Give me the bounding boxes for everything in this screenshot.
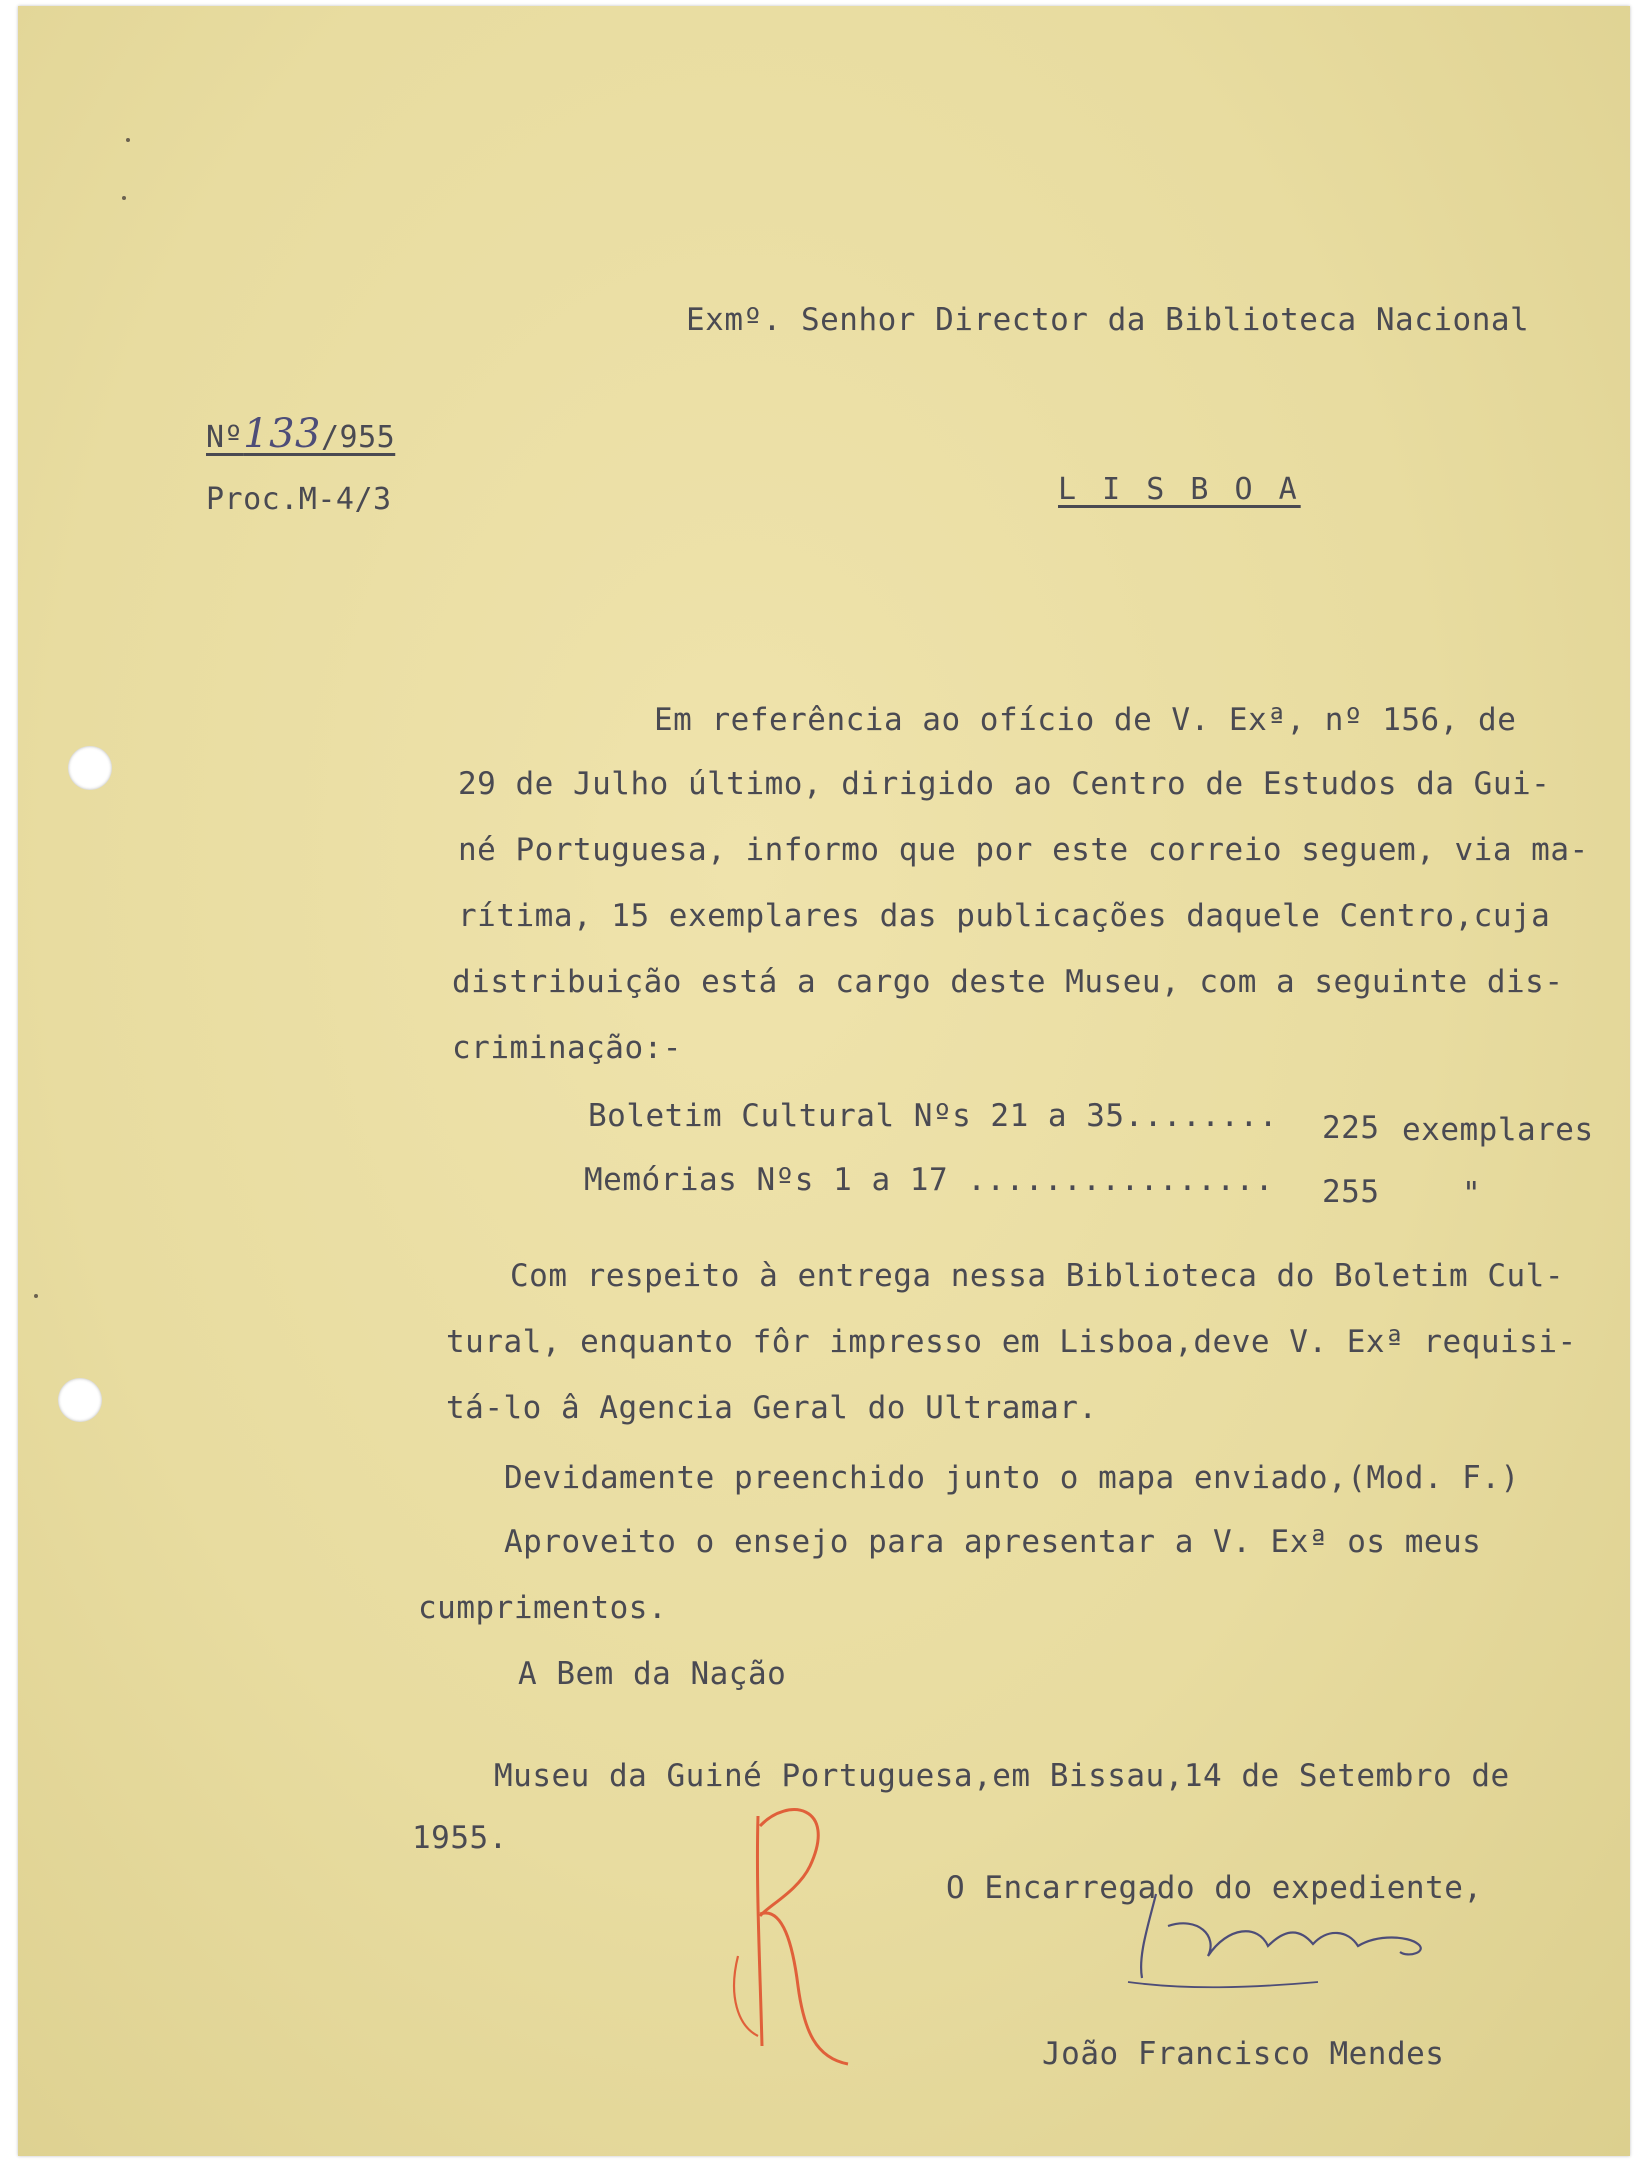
body-line: né Portuguesa, informo que por este correio seguem, via ma- — [458, 832, 1589, 868]
letter-sheet — [18, 6, 1630, 2156]
red-pencil-initial — [698, 1796, 878, 2076]
punch-hole-top — [68, 746, 112, 790]
item-quantity: 225 — [1322, 1110, 1380, 1146]
body-line: tural, enquanto fôr impresso em Lisboa,deve V. Exª requisi- — [446, 1324, 1577, 1360]
body-line: rítima, 15 exemplares das publicações daquele Centro,cuja — [458, 898, 1551, 934]
process-reference: Proc.M-4/3 — [206, 482, 392, 517]
handwritten-signature — [1108, 1886, 1468, 1996]
salutation: A Bem da Nação — [518, 1656, 787, 1692]
signatory-name: João Francisco Mendes — [1042, 2036, 1445, 2072]
reference-year: /955 — [320, 420, 396, 455]
paper-speck — [34, 1294, 38, 1298]
body-line: Com respeito à entrega nessa Biblioteca do Boletim Cul- — [510, 1258, 1564, 1294]
reference-prefix: Nº — [206, 420, 244, 455]
body-line: Em referência ao ofício de V. Exª, nº 156, de — [654, 702, 1517, 738]
body-line: Aproveito o ensejo para apresentar a V. Exª os meus — [504, 1524, 1482, 1560]
signoff-line: O Encarregado do expediente, — [946, 1870, 1483, 1906]
item-quantity: 255 — [1322, 1174, 1380, 1210]
place-date-line: 1955. — [412, 1820, 508, 1856]
reference-handwritten-number: 133 — [243, 411, 321, 457]
paper-speck — [126, 138, 130, 142]
body-line: distribuição está a cargo deste Museu, com a seguinte dis- — [452, 964, 1564, 1000]
place-date-line: Museu da Guiné Portuguesa,em Bissau,14 de Setembro de — [494, 1758, 1510, 1794]
body-line: tá-lo â Agencia Geral do Ultramar. — [446, 1390, 1098, 1426]
item-unit: exemplares — [1402, 1112, 1594, 1148]
body-line: cumprimentos. — [418, 1590, 668, 1626]
body-line: criminação:- — [452, 1030, 682, 1066]
item-label: Boletim Cultural Nºs 21 a 35........ — [588, 1098, 1278, 1134]
recipient-line: Exmº. Senhor Director da Biblioteca Nacional — [686, 302, 1530, 338]
reference-number — [206, 411, 395, 457]
body-line: Devidamente preenchido junto o mapa enviado,(Mod. F.) — [504, 1460, 1520, 1496]
destination-city: L I S B O A — [1058, 472, 1301, 507]
body-line: 29 de Julho último, dirigido ao Centro de Estudos da Gui- — [458, 766, 1551, 802]
item-label: Memórias Nºs 1 a 17 ................ — [584, 1162, 1274, 1198]
paper-speck — [122, 196, 126, 200]
item-unit-ditto: " — [1462, 1176, 1482, 1212]
punch-hole-bottom — [58, 1378, 102, 1422]
